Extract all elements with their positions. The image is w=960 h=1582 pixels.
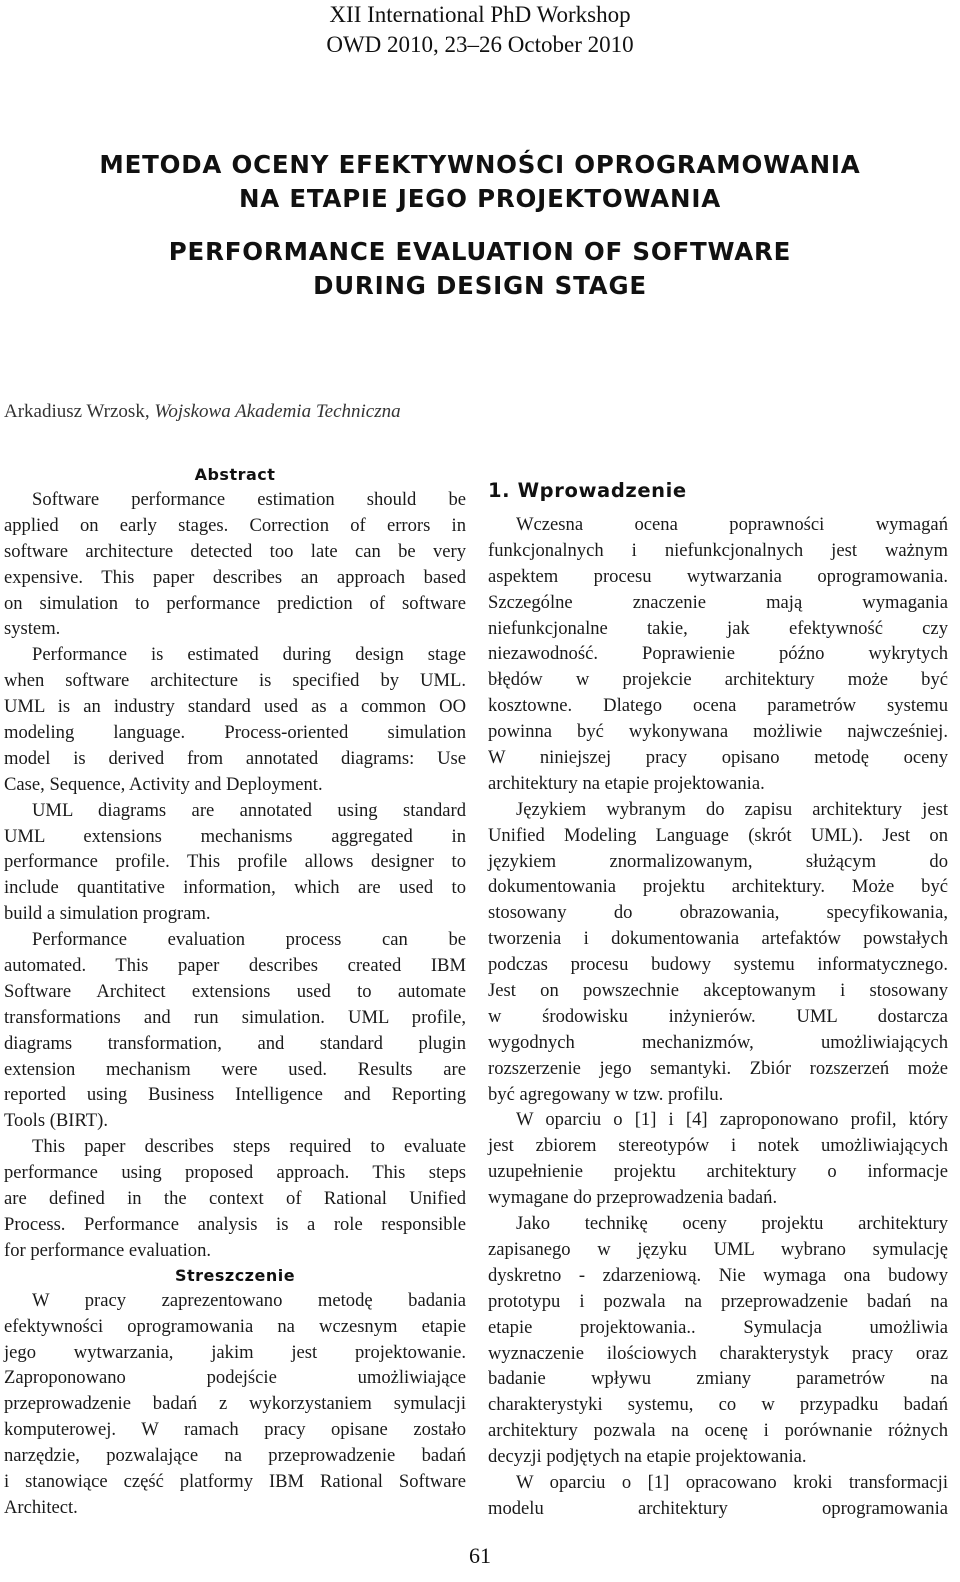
streszczenie-line: Zaproponowano podejście umożliwiające: [4, 1367, 466, 1389]
section-1-line: etapie projektowania.. Symulacja umożliwia: [488, 1316, 948, 1338]
section-1-line: niezawodność. Poprawienie późno wykrytych: [488, 643, 948, 665]
section-1-heading: 1. Wprowadzenie: [488, 479, 687, 502]
section-1-line: W oparciu o [1] opracowano kroki transformacji: [516, 1471, 948, 1493]
streszczenie-line: i stanowiące część platformy IBM Rational Software: [4, 1470, 466, 1492]
section-1-line: tworzenia i dokumentowania artefaktów powstałych: [488, 928, 948, 950]
section-1-line: charakterystyki systemu, co w przypadku badań: [488, 1394, 948, 1416]
abstract-line: model is derived from annotated diagrams: Use: [4, 747, 466, 769]
abstract-line: software architecture detected too late can be very: [4, 540, 466, 562]
section-1-line: prototypu i pozwala na przeprowadzenie badań na: [488, 1290, 948, 1312]
section-1-line: modelu architektury oprogramowania: [488, 1497, 948, 1519]
abstract-line: extension mechanism were used. Results are: [4, 1058, 466, 1080]
section-1-line: błędów w projekcie architektury może być: [488, 669, 948, 691]
section-1-line: rozszerzenie jego semantyki. Zbiór rozszerzeń może: [488, 1057, 948, 1079]
abstract-line: Case, Sequence, Activity and Deployment.: [4, 773, 323, 795]
section-1-line: językiem znormalizowanym, służącym do: [488, 850, 948, 872]
section-1-line: powinna być wykonywana możliwie najwcześniej.: [488, 721, 948, 743]
abstract-line: system.: [4, 618, 61, 640]
title-pl-line-1: METODA OCENY EFEKTYWNOŚCI OPROGRAMOWANIA: [99, 150, 861, 179]
section-1-line: dyskretno - zdarzeniową. Nie wymaga ona budowy: [488, 1264, 948, 1286]
section-1-line: Jest on powszechnie akceptowanym i stosowany: [488, 980, 948, 1002]
streszczenie-line: narzędzie, pozwalające na przeprowadzenie badań: [4, 1445, 466, 1467]
author-name: Arkadiusz Wrzosk,: [4, 401, 155, 422]
abstract-line: reported using Business Intelligence and Reporting: [4, 1084, 466, 1106]
abstract-line: are defined in the context of Rational Unified: [4, 1188, 466, 1210]
left-column: [4, 463, 466, 1521]
workshop-date: OWD 2010, 23–26 October 2010: [326, 32, 634, 57]
section-1-line: wymagane do przeprowadzenia badań.: [488, 1187, 778, 1209]
section-1-line: aspektem procesu wytwarzania oprogramowania.: [488, 565, 948, 587]
abstract-line: transformations and run simulation. UML profile,: [4, 1006, 466, 1028]
streszczenie-line: efektywności oprogramowania na wczesnym etapie: [4, 1315, 466, 1337]
workshop-name: XII International PhD Workshop: [329, 2, 631, 27]
section-1-line: niefunkcjonalne takie, jak efektywność czy: [488, 617, 948, 639]
section-1-line: Wczesna ocena poprawności wymagań: [516, 514, 948, 535]
abstract-line: expensive. This paper describes an approach based: [4, 566, 466, 588]
abstract-line: UML extensions mechanisms aggregated in: [4, 825, 466, 847]
abstract-line: include quantitative information, which are used to: [4, 877, 466, 899]
section-1-line: dokumentowania projektu architektury. Może być: [488, 876, 948, 898]
title-pl-line-2: NA ETAPIE JEGO PROJEKTOWANIA: [238, 184, 722, 213]
section-1-line: Unified Modeling Language (skrót UML). Jest on: [488, 824, 948, 846]
section-1-line: W niniejszej pracy opisano metodę oceny: [488, 747, 948, 769]
abstract-heading: Abstract: [194, 465, 276, 484]
section-1-line: być agregowany w tzw. profilu.: [488, 1083, 724, 1105]
abstract-line: when software architecture is specified by UML.: [4, 670, 466, 692]
section-1-line: W oparciu o [1] i [4] zaproponowano profil, który: [516, 1109, 948, 1131]
workshop-header: [0, 0, 960, 60]
abstract-line: Software performance estimation should be: [32, 489, 466, 510]
abstract-line: performance using proposed approach. This steps: [4, 1162, 466, 1184]
section-1-line: Jako technikę oceny projektu architektury: [516, 1213, 948, 1235]
section-1-line: Językiem wybranym do zapisu architektury jest: [516, 798, 948, 820]
streszczenie-line: komputerowej. W ramach pracy opisane zostało: [4, 1419, 466, 1441]
page-number: 61: [469, 1543, 491, 1568]
section-1-line: decyzji podjętych na etapie projektowania.: [488, 1446, 807, 1468]
abstract-line: on simulation to performance prediction of software: [4, 592, 466, 614]
right-column: [488, 478, 948, 1522]
section-1-line: wygodnych mechanizmów, umożliwiających: [488, 1031, 948, 1053]
abstract-line: UML diagrams are annotated using standard: [32, 799, 466, 821]
abstract-line: Performance evaluation process can be: [32, 929, 466, 951]
section-1-line: architektury na etapie projektowania.: [488, 772, 765, 794]
streszczenie-line: przeprowadzenie badań z wykorzystaniem symulacji: [4, 1393, 466, 1415]
section-1-line: Szczególne znaczenie mają wymagania: [488, 591, 948, 613]
abstract-line: build a simulation program.: [4, 903, 211, 925]
abstract-line: Software Architect extensions used to automate: [4, 980, 466, 1002]
section-1-line: w środowisku inżynierów. UML dostarcza: [488, 1005, 948, 1027]
section-1-line: stosowany do obrazowania, specyfikowania,: [488, 902, 948, 924]
author-line: [4, 400, 401, 424]
abstract-line: modeling language. Process-oriented simulation: [4, 722, 466, 744]
paper-titles: [0, 148, 960, 303]
abstract-line: Tools (BIRT).: [4, 1110, 108, 1132]
abstract-line: UML is an industry standard used as a common OO: [4, 696, 466, 718]
abstract-line: This paper describes steps required to evaluate: [32, 1136, 466, 1158]
section-1-line: uzupełnienie projektu architektury o informacje: [488, 1161, 948, 1183]
abstract-line: automated. This paper describes created IBM: [4, 955, 466, 977]
title-en-line-1: PERFORMANCE EVALUATION OF SOFTWARE: [168, 237, 792, 266]
streszczenie-line: Architect.: [4, 1496, 78, 1518]
streszczenie-line: jego wytwarzania, jakim jest projektowanie.: [4, 1341, 466, 1363]
section-1-line: kosztowne. Dlatego ocena parametrów systemu: [488, 695, 948, 717]
section-1-line: funkcjonalnych i niefunkcjonalnych jest ważnym: [488, 539, 948, 561]
section-1-line: zapisanego w języku UML wybrano symulację: [488, 1238, 948, 1260]
abstract-line: applied on early stages. Correction of errors in: [4, 514, 466, 536]
abstract-line: diagrams transformation, and standard plugin: [4, 1032, 466, 1054]
section-1-line: architektury pozwala na ocenę i porównanie różnych: [488, 1420, 948, 1442]
streszczenie-line: W pracy zaprezentowano metodę badania: [32, 1289, 466, 1311]
section-1-line: wyznaczenie ilościowych charakterystyk pracy oraz: [488, 1342, 948, 1364]
author-affiliation: Wojskowa Akademia Techniczna: [154, 401, 401, 422]
section-1-line: badanie wpływu zmiany parametrów na: [488, 1368, 948, 1390]
title-en-line-2: DURING DESIGN STAGE: [313, 271, 647, 300]
streszczenie-heading: Streszczenie: [174, 1265, 296, 1285]
section-1-line: podczas procesu budowy systemu informatycznego.: [488, 954, 948, 976]
abstract-line: Process. Performance analysis is a role responsible: [4, 1213, 466, 1235]
section-1-line: jest zbiorem stereotypów i notek umożliwiających: [488, 1135, 948, 1157]
abstract-line: for performance evaluation.: [4, 1239, 212, 1261]
abstract-line: Performance is estimated during design stage: [32, 644, 466, 666]
abstract-line: performance profile. This profile allows designer to: [4, 851, 466, 873]
